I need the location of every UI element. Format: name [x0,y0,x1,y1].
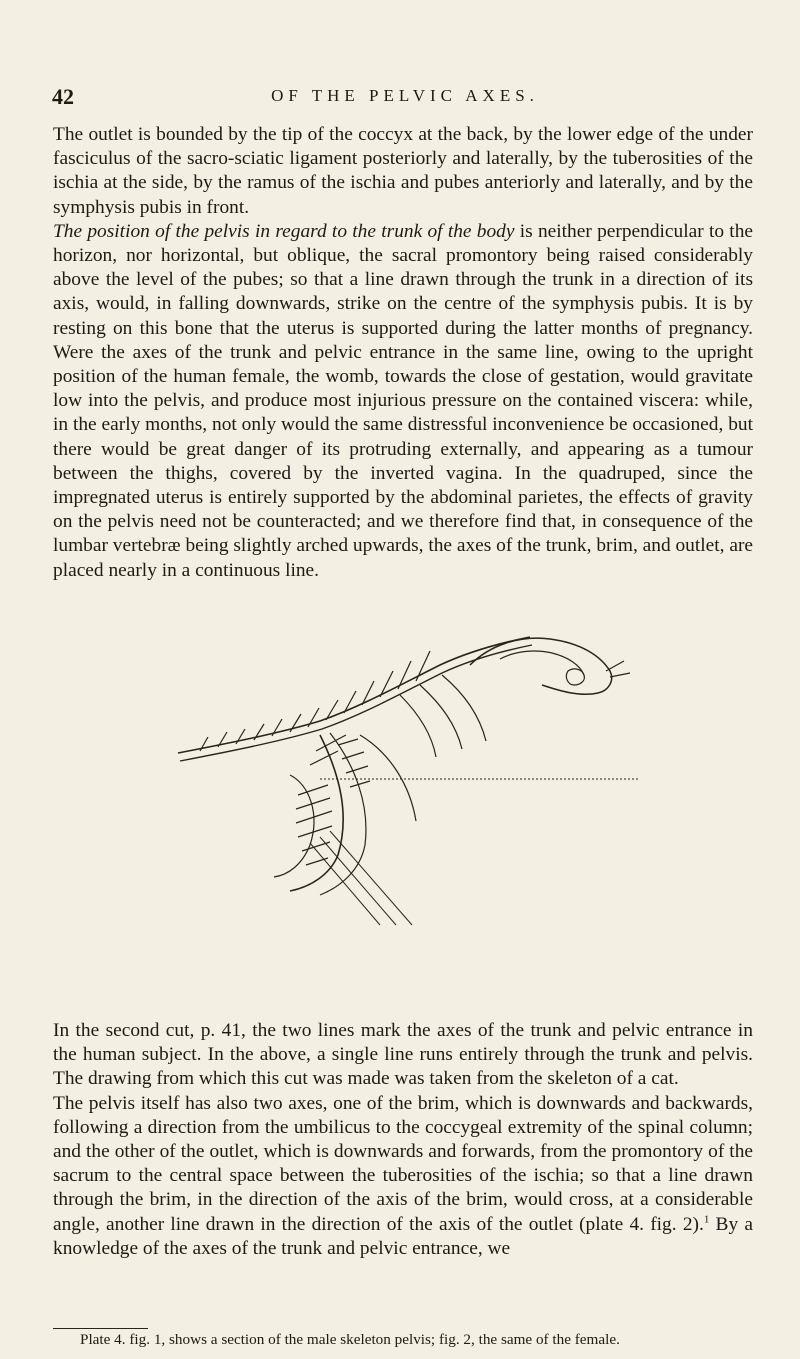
paragraph-pelvic-axes-text: The pelvis itself has also two axes, one of the brim, which is downwards and backwards, following a direction from the umbilicus to the coccygeal extremity of the spinal column; and the other of the outlet, which is downwards and forwards, from the promontory of the sacrum to the central space between the tuberosities of the ischia; so that a line drawn through the brim, in the direction of the axis of the brim, would cross, at a considerable angle, another line drawn in the direction of the axis of the outlet (plate 4. fig. 2). [53,1092,753,1235]
paragraph-pelvic-axes-continued: By a knowledge of the axes of the trunk and pelvic entrance, we [53,1213,753,1259]
paragraph-lead-italic: The position of the pelvis in regard to the trunk of the body [53,220,515,242]
cat-skeleton-engraving-icon [170,625,640,935]
footnote-divider [53,1328,148,1329]
paragraph-second-cut: In the second cut, p. 41, the two lines mark the axes of the trunk and pelvic entrance in the human subject. In the above, a single line runs entirely through the trunk and pelvis. The drawing from which this cut was made was taken from the skeleton of a cat. [53,1020,753,1090]
page-number: 42 [52,84,74,109]
paragraph-pelvic-axes [53,1092,753,1261]
paragraph-outlet: The outlet is bounded by the tip of the coccyx at the back, by the lower edge of the under fasciculus of the sacro-sciatic ligament posteriorly and laterally, by the tuberosities of the ischia at the side, by the ramus of the ischia and pubes anteriorly and laterally, and by the symphysis pubis in front. [53,124,753,218]
footnote: Plate 4. fig. 1, shows a section of the male skeleton pelvis; fig. 2, the same of the female. [80,1331,620,1348]
running-head: OF THE PELVIC AXES. [271,86,539,105]
paragraph-position [53,220,753,583]
body-text-top [53,123,753,583]
body-text-bottom [53,1019,753,1261]
cat-pelvis-figure [170,625,640,935]
footnote-marker: 1 [703,1213,710,1226]
paragraph-position-text: is neither perpendicular to the horizon, nor horizontal, but oblique, the sacral promontory being raised considerably above the level of the pubes; so that a line drawn through the trunk in a direction of its axis, would, in falling downwards, strike on the centre of the symphysis pubis. It is by resting on this bone that the uterus is supported during the latter months of pregnancy. Were the axes of the trunk and pelvic entrance in the same line, owing to the upright position of the human female, the womb, towards the close of gestation, would gravitate low into the pelvis, and produce most injurious pressure on the contained viscera: while, in the early months, not only would the same distressful inconvenience be occasioned, but there would be great danger of its protruding externally, and appearing as a tumour between the thighs, covered by the inverted vagina. In the quadruped, since the impregnated uterus is entirely supported by the abdominal parietes, the effects of gravity on the pelvis need not be counteracted; and we therefore find that, in consequence of the lumbar vertebræ being slightly arched upwards, the axes of the trunk, brim, and outlet, are placed nearly in a continuous line. [53,220,754,581]
